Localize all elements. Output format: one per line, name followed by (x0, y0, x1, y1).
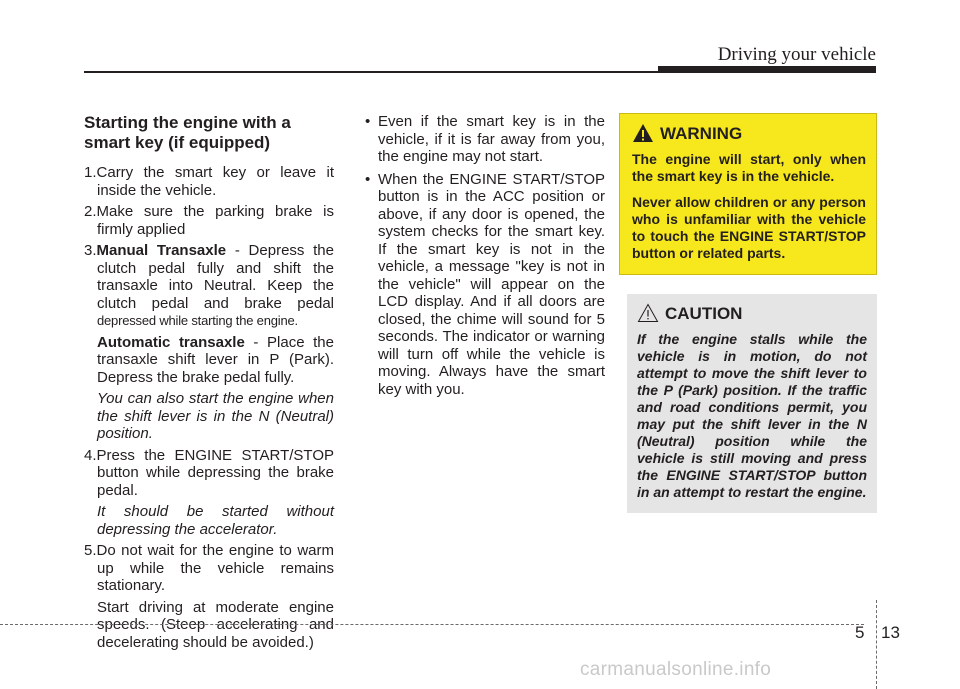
caution-box (627, 294, 877, 513)
footer-divider (876, 600, 877, 689)
step-number: 4. (84, 446, 97, 464)
step-5-note: Start driving at moderate engine speeds. (Steep accelerating and decelerating should be avoided.) (97, 598, 334, 651)
step-5 (84, 542, 334, 595)
step-number: 2. (84, 203, 97, 220)
step-4-note: It should be started without depressing the accelerator. (97, 503, 334, 538)
step-text: Make sure the parking brake is firmly applied (96, 203, 334, 238)
page-number: 13 (881, 623, 900, 642)
warning-triangle-icon (632, 123, 656, 143)
section-heading: Starting the engine with a smart key (if equipped) (84, 113, 291, 152)
bullet-item: • When the ENGINE START/STOP button is in the ACC position or above, if any door is opened, the system checks for the smart key. If the smart key is not in the vehicle, a message "key is not in the vehicle" will appear on the LCD display. And if all doors are closed, the chime will sound for 5 seconds. The indicator or warning will turn off while the vehicle is moving. Always have the smart key with you. (365, 171, 605, 399)
warning-title-label: WARNING (660, 123, 743, 143)
page-header-title: Driving your vehicle (717, 44, 876, 65)
step-1 (84, 164, 334, 199)
step-text: Do not wait for the engine to warm up while the vehicle remains stationary. (96, 542, 334, 594)
step-4 (84, 447, 334, 500)
step-text: Press the ENGINE START/STOP button while depressing the brake pedal. (96, 446, 334, 499)
step-number: 3. (84, 242, 97, 259)
step-text: - Depress the clutch pedal fully and shift the transaxle into Neutral. Keep the clutch pedal and brake pedal (97, 242, 334, 312)
step-text-condensed: depressed while starting the engine. (97, 313, 298, 328)
step-3-note: You can also start the engine when the shift lever is in the N (Neutral) position. (97, 390, 334, 442)
footer-rule (0, 624, 864, 625)
left-column (84, 113, 334, 655)
automatic-transaxle-label: Automatic transaxle (97, 333, 245, 351)
bullet-item: • Even if the smart key is in the vehicle, if it is far away from you, the engine may not start. (365, 113, 605, 166)
step-2 (84, 203, 334, 238)
manual-transaxle-label: Manual Transaxle (96, 242, 227, 259)
step-3-automatic (97, 334, 334, 387)
caution-triangle-icon (637, 303, 661, 323)
step-text: - Place the transaxle shift lever in P (Park). Depress the brake pedal fully. (97, 333, 334, 386)
caution-title (637, 303, 867, 323)
header-rule-accent (658, 66, 876, 73)
section-number: 5 (855, 623, 865, 642)
watermark: carmanualsonline.info (580, 659, 772, 680)
caution-title-label: CAUTION (665, 303, 743, 323)
warning-text: Never allow children or any person who is unfamiliar with the vehicle to touch the ENGINE START/STOP button or related parts. (632, 194, 866, 261)
step-text: Carry the smart key or leave it inside the vehicle. (96, 164, 334, 199)
middle-column (365, 113, 605, 403)
step-number: 5. (84, 542, 97, 559)
warning-title (632, 123, 866, 143)
warning-text: The engine will start, only when the smart key is in the vehicle. (632, 151, 866, 184)
warning-box (619, 113, 877, 275)
caution-text: If the engine stalls while the vehicle is in motion, do not attempt to move the shift lever to the P (Park) position. If the traffic and road conditions permit, you may put the shift lever in the N (Neutral) position while the vehicle is still moving and press the ENGINE START/STOP button in an attempt to restart the engine. (637, 331, 867, 500)
step-number: 1. (84, 164, 97, 181)
step-3 (84, 242, 334, 330)
